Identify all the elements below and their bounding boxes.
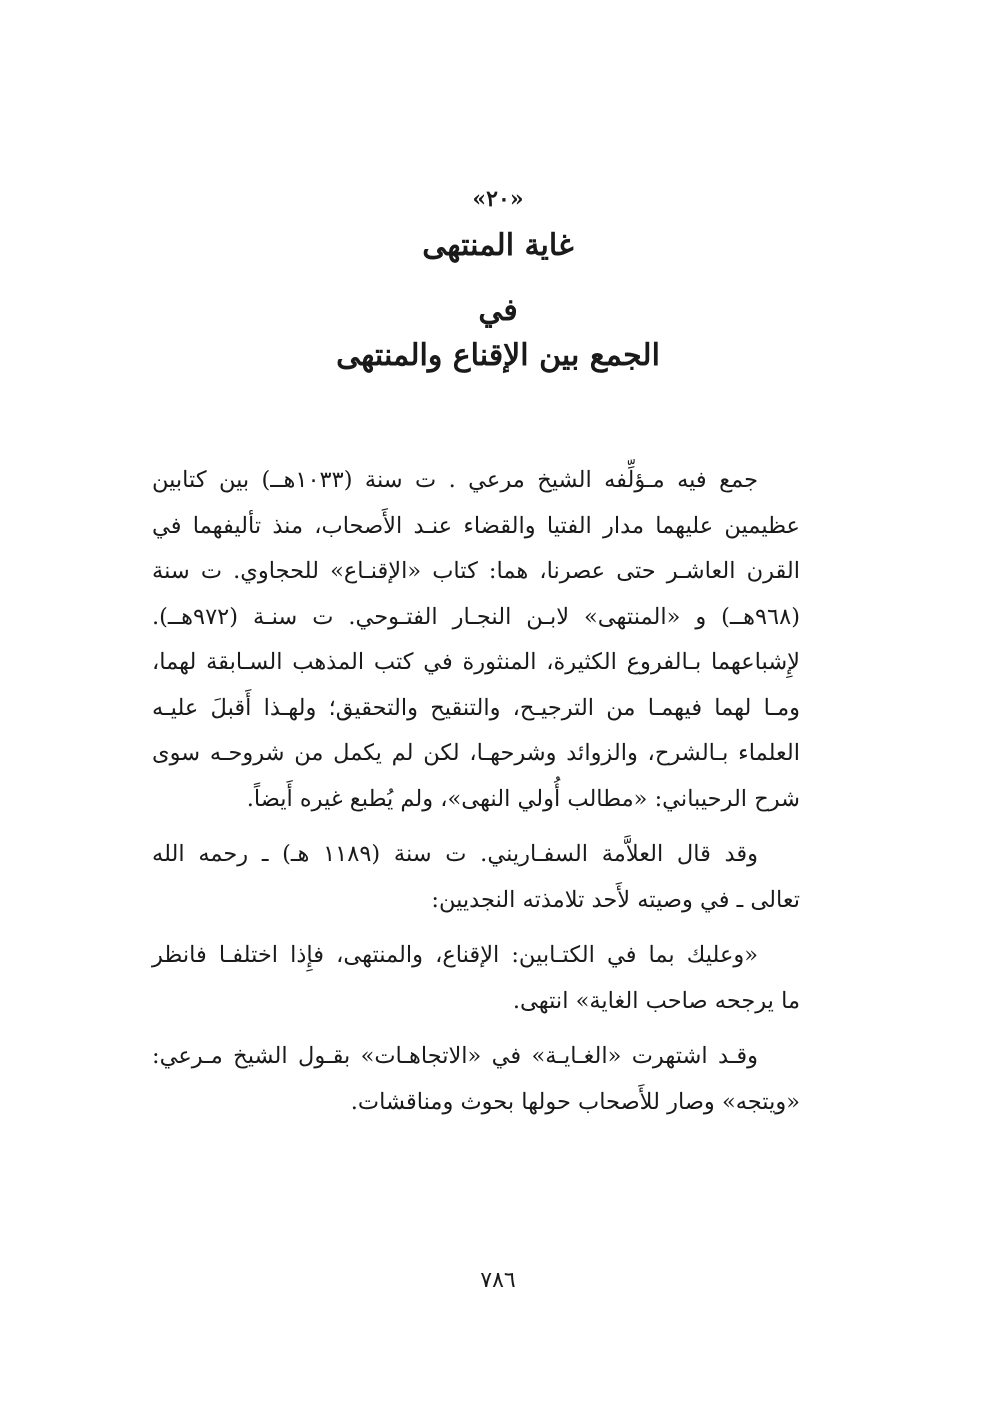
paragraph-3 <box>152 933 842 1024</box>
title-line-2: في <box>478 293 518 328</box>
text-line: القرن العاشـر حتى عصرنا، هما: كتاب «الإقنـاع» للحجاوي. ت سنة <box>152 558 800 584</box>
text-line: (٩٦٨هــ) و «المنتهى» لابـن النجـار الفتـوحي. ت سنـة (٩٧٢هــ). <box>152 603 800 630</box>
entry-number: «٢٠» <box>472 186 524 212</box>
paragraph-4 <box>152 1034 842 1125</box>
text-line: العلماء بـالشرح، والزوائد وشرحهـا، لكن لم يكمل من شروحـه سوى <box>152 740 800 766</box>
text-line: لإِشباعهما بـالفروع الكثيرة، المنثورة في كتب المذهب السـابقة لهما، <box>152 649 800 675</box>
text-line: «وعليك بما في الكتـابين: الإقناع، والمنتهى، فإِذا اختلفـا فانظر <box>152 942 758 968</box>
text-line: وقد قال العلاَّمة السفـاريني. ت سنة (١١٨٩ هـ) ـ رحمه الله <box>152 841 758 867</box>
paragraph-1 <box>152 458 842 822</box>
title-line-3: الجمع بين الإقناع والمنتهى <box>336 338 660 373</box>
text-line: شرح الرحيباني: «مطالب أُولي النهى»، ولم يُطبع غيره أَيضاً. <box>246 785 800 812</box>
text-line: «ويتجه» وصار للأَصحاب حولها بحوث ومناقشات. <box>350 1088 800 1115</box>
text-line: عظيمين عليهما مدار الفتيا والقضاء عنـد الأَصحاب، منذ تأليفهما في <box>152 512 800 539</box>
text-line: ما يرجحه صاحب الغاية» انتهى. <box>512 987 800 1014</box>
title-line-1: غاية المنتهى <box>422 228 574 263</box>
text-line: جمع فيه مـؤلِّفه الشيخ مرعي . ت سنة (١٠٣٣هــ) بين كتابين <box>152 467 758 493</box>
text-line: وقـد اشتهرت «الغـايـة» في «الاتجاهـات» بقـول الشيخ مـرعي: <box>152 1043 758 1069</box>
page-number: ٧٨٦ <box>480 1268 516 1293</box>
text-line: تعالى ـ في وصيته لأَحد تلامذته النجديين: <box>431 886 800 913</box>
text-line: ومـا لهما فيهمـا من الترجيـح، والتنقيح والتحقيق؛ ولهـذا أَقبلَ عليـه <box>152 694 800 721</box>
paragraph-2 <box>152 832 842 923</box>
body-text <box>152 458 842 1135</box>
